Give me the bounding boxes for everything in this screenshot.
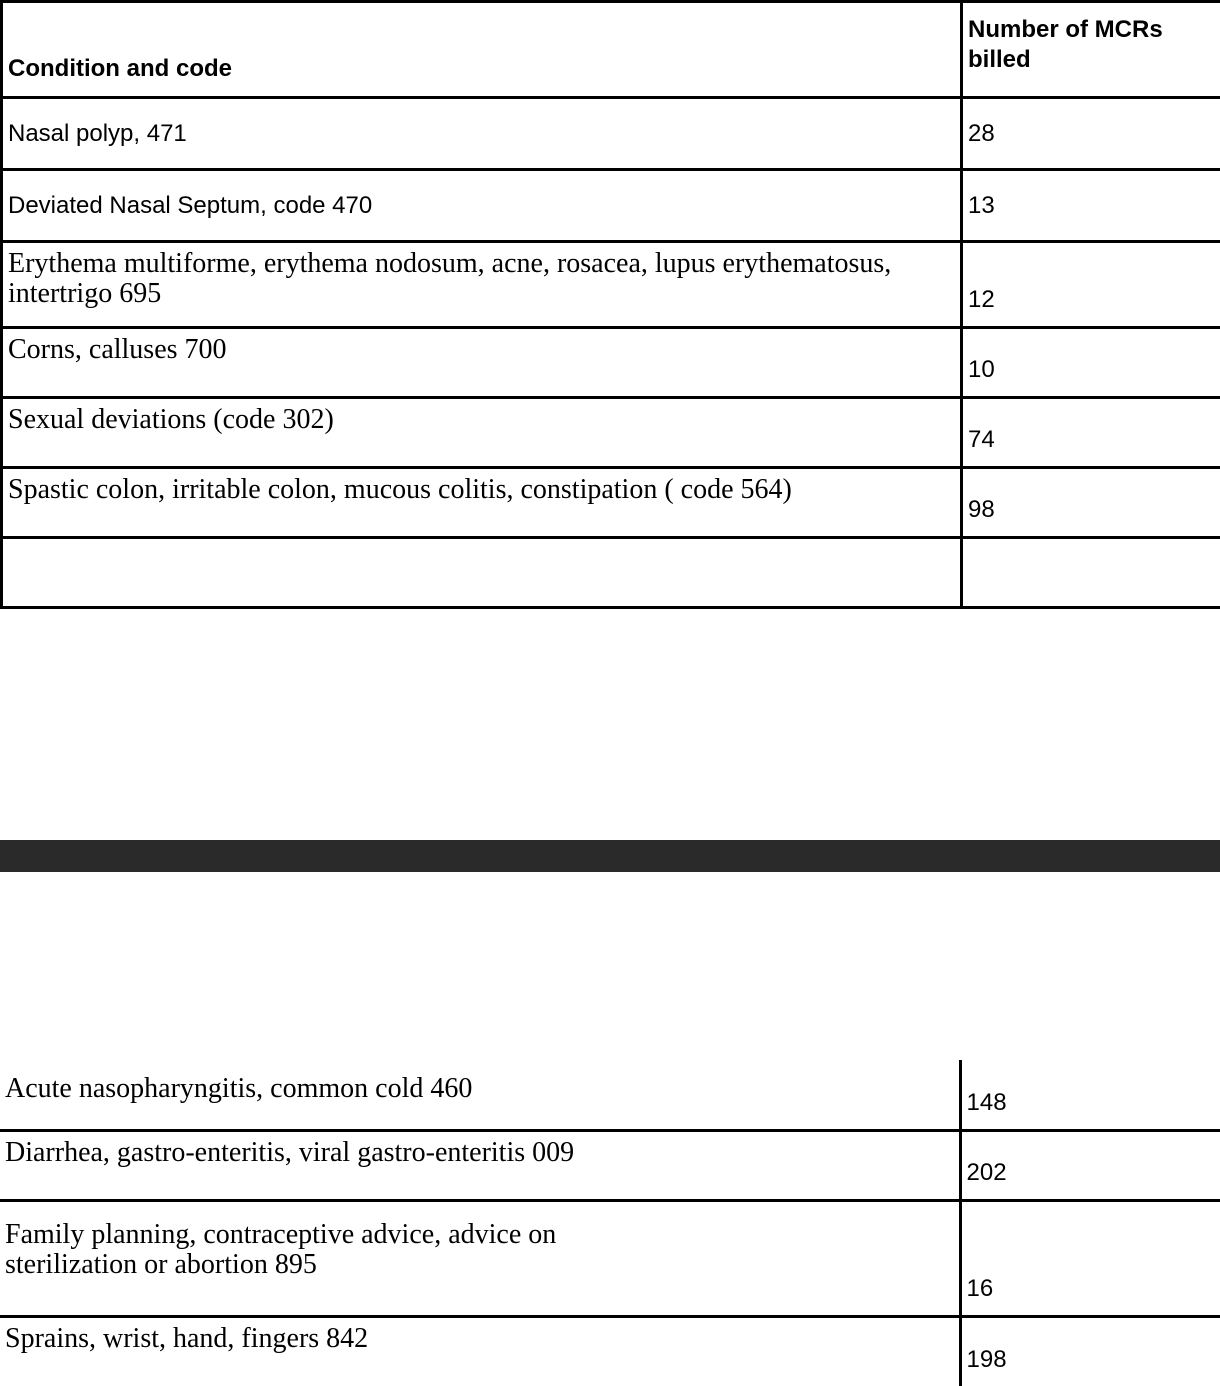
row-count: 13 [962, 170, 1220, 242]
header-count: Number of MCRs billed [962, 2, 1220, 98]
row-count: 198 [960, 1316, 1220, 1386]
table-row [2, 398, 1220, 468]
table-row-empty [2, 538, 1220, 608]
row-condition: Diarrhea, gastro-enteritis, viral gastro-enteritis 009 [0, 1130, 960, 1200]
table-row [0, 1060, 1220, 1130]
table-row [0, 1316, 1220, 1386]
row-count: 16 [960, 1200, 1220, 1316]
row-count: 74 [962, 398, 1220, 468]
page-divider-band [0, 840, 1220, 872]
row-condition-line-2: sterilization or abortion 895 [5, 1250, 954, 1280]
row-condition [0, 1200, 960, 1316]
row-condition: Sexual deviations (code 302) [2, 398, 962, 468]
row-count: 28 [962, 98, 1220, 170]
row-count: 98 [962, 468, 1220, 538]
table-row [2, 170, 1220, 242]
row-count: 12 [962, 242, 1220, 328]
row-count: 202 [960, 1130, 1220, 1200]
conditions-table-bottom [0, 1060, 1220, 1386]
table-header-row [2, 2, 1220, 98]
table-row [0, 1130, 1220, 1200]
row-count [962, 538, 1220, 608]
row-condition: Acute nasopharyngitis, common cold 460 [0, 1060, 960, 1130]
table-row [0, 1200, 1220, 1316]
row-condition: Sprains, wrist, hand, fingers 842 [0, 1316, 960, 1386]
table-row [2, 468, 1220, 538]
row-count: 148 [960, 1060, 1220, 1130]
header-condition: Condition and code [2, 2, 962, 98]
row-condition [2, 538, 962, 608]
row-condition-line-1: Family planning, contraceptive advice, advice on [5, 1220, 954, 1250]
table-row [2, 328, 1220, 398]
table-row [2, 242, 1220, 328]
row-condition: Deviated Nasal Septum, code 470 [2, 170, 962, 242]
row-condition: Nasal polyp, 471 [2, 98, 962, 170]
row-count: 10 [962, 328, 1220, 398]
table-row [2, 98, 1220, 170]
row-condition: Spastic colon, irritable colon, mucous colitis, constipation ( code 564) [2, 468, 962, 538]
row-condition: Corns, calluses 700 [2, 328, 962, 398]
row-condition: Erythema multiforme, erythema nodosum, acne, rosacea, lupus erythematosus, intertrigo 695 [2, 242, 962, 328]
conditions-table-top [0, 0, 1220, 609]
